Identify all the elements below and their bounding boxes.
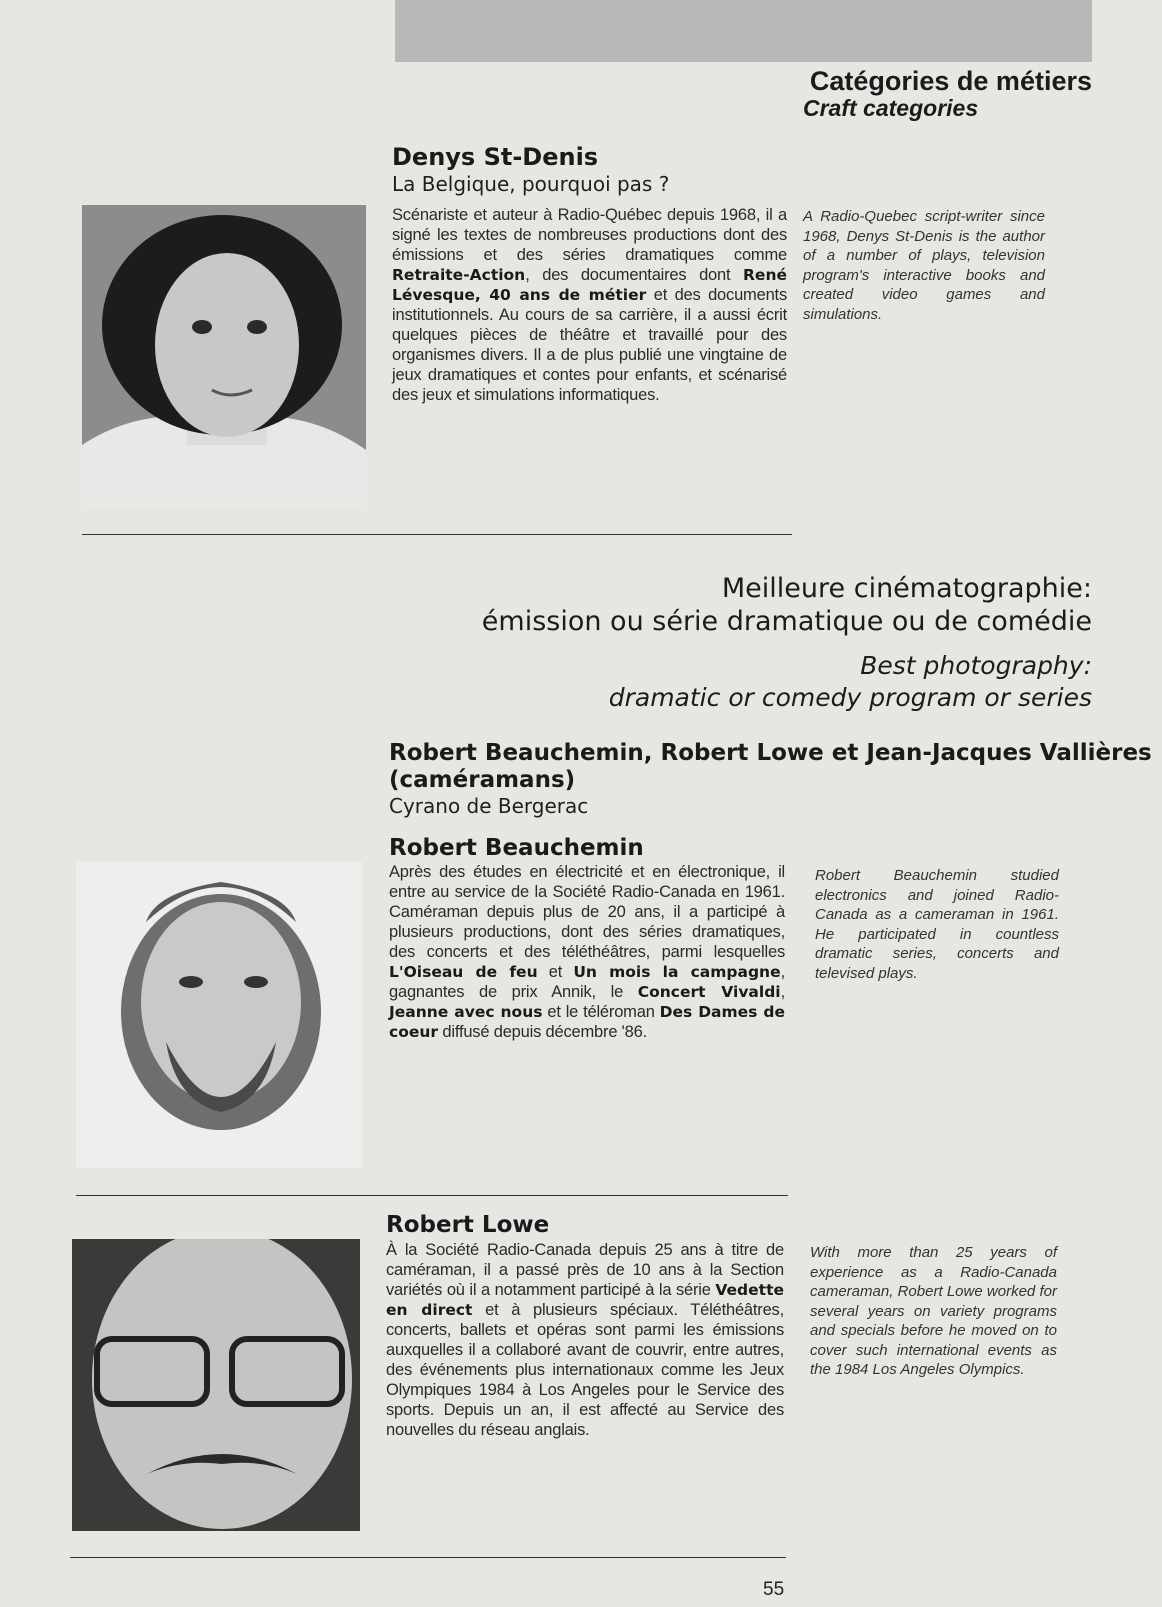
text-run: et des documents institutionnels. Au cours de sa carrière, il a aussi écrit quelques pièces de théâtre et travaillé pour des organismes divers. Il a de plus publié une vingtaine de jeux dramatiques et contes pour enfants, et scénarisé des jeux et simulations informatiques. xyxy=(392,286,787,404)
bold-title: Un mois la campagne xyxy=(573,963,781,981)
bold-title: L'Oiseau de feu xyxy=(389,963,538,981)
text-run: diffusé depuis décembre '86. xyxy=(438,1023,647,1041)
divider xyxy=(76,1195,788,1196)
award-title-en xyxy=(609,650,1092,714)
entry3-french-text xyxy=(386,1240,784,1440)
bold-title: Vedette en direct xyxy=(386,1281,784,1319)
divider xyxy=(70,1557,786,1558)
portrait-image xyxy=(76,862,362,1168)
page-number: 55 xyxy=(763,1579,785,1600)
divider xyxy=(82,534,792,535)
award-title-en-line1: Best photography: xyxy=(860,651,1092,680)
award-title-en-line2: dramatic or comedy program or series xyxy=(608,683,1092,712)
category-title-en: Craft categories xyxy=(803,95,979,121)
entry-name: Denys St-Denis xyxy=(392,143,599,171)
portrait-image xyxy=(72,1239,360,1531)
bold-title: Retraite-Action xyxy=(392,266,526,284)
bold-title: René Lévesque, 40 ans de métier xyxy=(392,266,787,304)
award-title-fr-line2: émission ou série dramatique ou de comédie xyxy=(481,606,1092,637)
text-run: Scénariste et auteur à Radio-Québec depuis 1968, il a signé les textes de nombreuses productions dont des émissions et des séries dramatiques comme xyxy=(392,206,787,264)
entry1-english-text: A Radio-Quebec script-writer since 1968, Denys St-Denis is the author of a number of plays, television program's interactive books and created video games and simulations. xyxy=(803,208,1045,323)
text-run: et xyxy=(537,963,574,981)
bold-title: Des Dames de coeur xyxy=(389,1003,785,1041)
entry-name: Robert Lowe xyxy=(386,1212,550,1238)
bold-title: Concert Vivaldi xyxy=(637,983,781,1001)
entry-name: Robert Beauchemin xyxy=(389,835,644,861)
text-run: À la Société Radio-Canada depuis 25 ans à titre de caméraman, il a passé près de 10 ans à la Section variétés où il a notamment participé à la série xyxy=(386,1241,784,1299)
entry3-english-text: With more than 25 years of experience as a Radio-Canada cameraman, Robert Lowe worked for several years on variety programs and specials before he moved on to cover such international events as the 1984 Los Angeles Olympics. xyxy=(810,1244,1057,1378)
winners-role: (caméramans) xyxy=(389,767,576,793)
text-run: , xyxy=(780,983,785,1001)
portrait-photo-robert-beauchemin xyxy=(76,862,362,1168)
production-title: Cyrano de Bergerac xyxy=(389,794,589,818)
text-run: , gagnantes de prix Annik, le xyxy=(389,963,785,1001)
entry1-french-text xyxy=(392,205,787,405)
award-title-fr xyxy=(482,572,1092,638)
category-title-fr: Catégories de métiers xyxy=(809,66,1092,96)
text-run: , des documentaires dont xyxy=(525,266,743,284)
text-run: Après des études en électricité et en électronique, il entre au service de la Société Radio-Canada en 1961. Caméraman depuis plus de 20 ans, il a participé à plusieurs productions, dont des séries dramatiques, des concerts et des téléthéâtres, parmi lesquelles xyxy=(389,863,785,961)
text-run: et le téléroman xyxy=(542,1003,660,1021)
entry2-french-text xyxy=(389,862,785,1042)
entry2-english-text: Robert Beauchemin studied electronics and joined Radio-Canada as a cameraman in 1961. He participated in countless dramatic series, concerts and televised plays. xyxy=(815,867,1059,982)
text-run: et à plusieurs spéciaux. Téléthéâtres, concerts, ballets et opéras sont parmi les émissions auxquelles il a collaboré avant de couvrir, entre autres, des événements plus internationaux comme les Jeux Olympiques 1984 à Los Angeles pour le Service des sports. Depuis un an, il est affecté au Service des nouvelles du réseau anglais. xyxy=(386,1301,784,1439)
header-bar xyxy=(395,0,1092,62)
entry-title: La Belgique, pourquoi pas ? xyxy=(392,172,670,196)
portrait-photo-denys-st-denis xyxy=(82,205,366,507)
portrait-photo-robert-lowe xyxy=(72,1239,360,1531)
award-title-fr-line1: Meilleure cinématographie: xyxy=(721,573,1092,604)
winners-names: Robert Beauchemin, Robert Lowe et Jean-Jacques Vallières xyxy=(389,740,1152,766)
portrait-image xyxy=(82,205,366,507)
bold-title: Jeanne avec nous xyxy=(389,1003,543,1021)
